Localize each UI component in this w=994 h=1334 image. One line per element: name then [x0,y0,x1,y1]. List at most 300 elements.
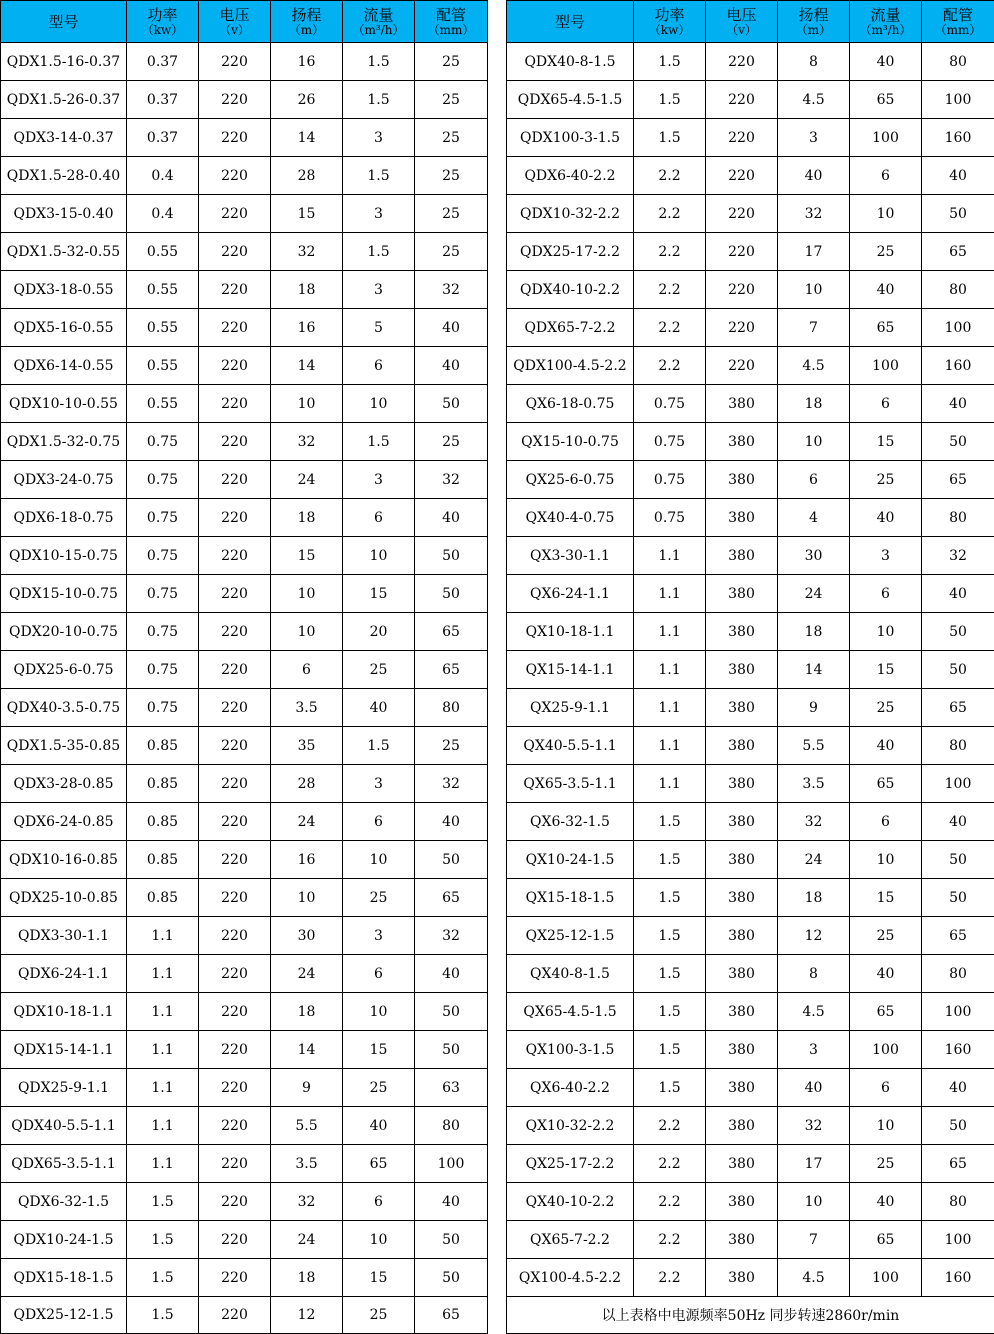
cell-flow: 25 [850,917,922,955]
cell-pipe: 65 [415,613,488,651]
cell-model: QDX5-16-0.55 [1,309,127,347]
cell-voltage: 380 [706,879,778,917]
cell-pipe: 50 [922,613,994,651]
cell-flow: 40 [343,1107,415,1145]
cell-flow: 3 [343,917,415,955]
header-model: 型号 [1,1,127,43]
cell-voltage: 220 [199,955,271,993]
cell-model: QDX20-10-0.75 [1,613,127,651]
cell-voltage: 220 [199,879,271,917]
table-row [1,765,488,803]
cell-voltage: 220 [199,1145,271,1183]
cell-power: 0.55 [127,309,199,347]
cell-flow: 3 [343,765,415,803]
cell-pipe: 32 [415,917,488,955]
cell-pipe: 63 [415,1069,488,1107]
cell-flow: 6 [343,1183,415,1221]
cell-pipe: 80 [922,727,994,765]
header-voltage: 电压 （v） [706,1,778,43]
cell-head: 8 [778,955,850,993]
cell-model: QDX3-14-0.37 [1,119,127,157]
cell-pipe: 100 [415,1145,488,1183]
cell-head: 24 [271,803,343,841]
cell-head: 4.5 [778,1259,850,1297]
table-row [1,841,488,879]
cell-model: QDX15-14-1.1 [1,1031,127,1069]
cell-power: 0.55 [127,271,199,309]
table-row [1,803,488,841]
table-row [507,955,994,993]
cell-flow: 25 [850,461,922,499]
cell-pipe: 32 [415,765,488,803]
table-row [507,879,994,917]
cell-voltage: 220 [199,385,271,423]
cell-flow: 65 [850,1221,922,1259]
cell-flow: 25 [343,651,415,689]
cell-pipe: 65 [922,917,994,955]
cell-power: 1.1 [127,955,199,993]
table-row [1,613,488,651]
cell-model: QDX65-4.5-1.5 [507,81,634,119]
table-row [507,613,994,651]
cell-pipe: 40 [415,309,488,347]
cell-model: QDX10-24-1.5 [1,1221,127,1259]
cell-power: 1.1 [127,1145,199,1183]
cell-model: QDX25-17-2.2 [507,233,634,271]
cell-pipe: 40 [922,575,994,613]
cell-pipe: 65 [922,1145,994,1183]
cell-model: QDX65-3.5-1.1 [1,1145,127,1183]
cell-voltage: 220 [199,119,271,157]
cell-voltage: 220 [199,1183,271,1221]
cell-pipe: 80 [415,689,488,727]
cell-power: 0.75 [127,651,199,689]
cell-voltage: 220 [199,157,271,195]
cell-power: 0.37 [127,119,199,157]
cell-power: 2.2 [634,157,706,195]
cell-flow: 3 [343,119,415,157]
cell-voltage: 220 [199,803,271,841]
cell-pipe: 25 [415,727,488,765]
cell-model: QDX25-12-1.5 [1,1297,127,1334]
table-row [1,689,488,727]
cell-flow: 10 [343,537,415,575]
cell-head: 5.5 [778,727,850,765]
cell-model: QX25-17-2.2 [507,1145,634,1183]
cell-voltage: 380 [706,841,778,879]
cell-head: 24 [271,461,343,499]
cell-head: 30 [778,537,850,575]
cell-head: 14 [271,347,343,385]
cell-power: 1.5 [634,81,706,119]
cell-model: QX3-30-1.1 [507,537,634,575]
cell-pipe: 40 [415,347,488,385]
cell-voltage: 220 [199,1259,271,1297]
cell-pipe: 40 [922,803,994,841]
table-row [1,271,488,309]
cell-model: QDX15-18-1.5 [1,1259,127,1297]
cell-model: QDX15-10-0.75 [1,575,127,613]
cell-voltage: 380 [706,575,778,613]
cell-head: 40 [778,1069,850,1107]
cell-head: 18 [778,613,850,651]
cell-power: 1.1 [634,689,706,727]
footnote-row [507,1297,994,1334]
cell-power: 2.2 [634,1259,706,1297]
cell-head: 3.5 [271,689,343,727]
cell-power: 0.75 [634,423,706,461]
cell-model: QDX40-8-1.5 [507,43,634,81]
cell-power: 1.1 [127,1107,199,1145]
cell-flow: 100 [850,347,922,385]
cell-power: 2.2 [634,347,706,385]
cell-power: 1.5 [634,1069,706,1107]
cell-voltage: 220 [706,81,778,119]
table-row [1,1221,488,1259]
cell-head: 28 [271,157,343,195]
cell-pipe: 25 [415,195,488,233]
cell-pipe: 160 [922,347,994,385]
cell-pipe: 50 [922,1107,994,1145]
table-row [1,1107,488,1145]
cell-model: QDX6-24-0.85 [1,803,127,841]
table-row [1,879,488,917]
table-row [507,233,994,271]
cell-voltage: 220 [706,195,778,233]
cell-model: QX25-6-0.75 [507,461,634,499]
cell-pipe: 80 [922,271,994,309]
cell-model: QDX6-40-2.2 [507,157,634,195]
table-row [507,423,994,461]
cell-flow: 40 [343,689,415,727]
cell-pipe: 40 [415,803,488,841]
cell-model: QDX3-24-0.75 [1,461,127,499]
cell-voltage: 380 [706,689,778,727]
cell-voltage: 380 [706,917,778,955]
cell-flow: 15 [850,879,922,917]
table-row [507,43,994,81]
cell-pipe: 100 [922,993,994,1031]
cell-power: 0.75 [634,461,706,499]
cell-power: 2.2 [634,195,706,233]
cell-power: 0.75 [127,499,199,537]
cell-power: 0.55 [127,385,199,423]
cell-pipe: 50 [922,841,994,879]
table-row [1,575,488,613]
cell-head: 6 [271,651,343,689]
table-row [507,727,994,765]
cell-power: 1.5 [127,1297,199,1334]
table-row [507,347,994,385]
cell-power: 2.2 [634,1183,706,1221]
cell-flow: 3 [850,537,922,575]
cell-flow: 6 [850,575,922,613]
cell-head: 32 [271,1183,343,1221]
cell-model: QDX1.5-32-0.55 [1,233,127,271]
cell-model: QX100-4.5-2.2 [507,1259,634,1297]
cell-model: QX65-4.5-1.5 [507,993,634,1031]
cell-flow: 1.5 [343,727,415,765]
cell-flow: 3 [343,461,415,499]
cell-head: 40 [778,157,850,195]
table-row [1,157,488,195]
table-row [1,537,488,575]
cell-pipe: 50 [415,841,488,879]
cell-pipe: 50 [415,537,488,575]
cell-head: 7 [778,1221,850,1259]
table-row [507,119,994,157]
cell-flow: 6 [850,1069,922,1107]
table-row [507,309,994,347]
cell-head: 4 [778,499,850,537]
table-row [1,1031,488,1069]
cell-model: QDX6-24-1.1 [1,955,127,993]
cell-power: 1.1 [634,575,706,613]
cell-voltage: 220 [199,1297,271,1334]
table-row [1,651,488,689]
cell-power: 1.5 [634,879,706,917]
cell-head: 24 [271,1221,343,1259]
cell-model: QX65-3.5-1.1 [507,765,634,803]
cell-pipe: 80 [922,43,994,81]
cell-voltage: 380 [706,613,778,651]
table-row [507,803,994,841]
table-row [507,1031,994,1069]
cell-model: QDX6-14-0.55 [1,347,127,385]
cell-model: QDX10-18-1.1 [1,993,127,1031]
table-row [1,347,488,385]
cell-head: 15 [271,537,343,575]
cell-flow: 10 [343,385,415,423]
table-row [1,917,488,955]
cell-head: 32 [271,233,343,271]
cell-head: 35 [271,727,343,765]
cell-power: 1.5 [634,917,706,955]
cell-pipe: 50 [415,1221,488,1259]
cell-power: 2.2 [634,233,706,271]
cell-model: QX10-24-1.5 [507,841,634,879]
cell-pipe: 65 [415,879,488,917]
cell-flow: 25 [343,879,415,917]
header-flow: 流量 （m³/h） [850,1,922,43]
table-row [507,537,994,575]
cell-head: 14 [271,1031,343,1069]
cell-flow: 15 [343,1259,415,1297]
right-table-body [507,43,994,1334]
left-table-body [1,43,488,1334]
cell-head: 9 [778,689,850,727]
cell-power: 0.75 [127,423,199,461]
cell-model: QDX10-10-0.55 [1,385,127,423]
cell-power: 1.1 [634,727,706,765]
header-power: 功率 （kw） [127,1,199,43]
table-row [1,385,488,423]
cell-power: 2.2 [634,1145,706,1183]
table-row [1,81,488,119]
cell-flow: 10 [850,613,922,651]
cell-voltage: 380 [706,1183,778,1221]
cell-model: QX40-5.5-1.1 [507,727,634,765]
table-row [1,993,488,1031]
cell-voltage: 380 [706,1221,778,1259]
cell-head: 10 [778,271,850,309]
cell-pipe: 100 [922,81,994,119]
cell-flow: 6 [343,955,415,993]
cell-pipe: 100 [922,765,994,803]
cell-voltage: 380 [706,1031,778,1069]
cell-flow: 25 [343,1297,415,1334]
cell-model: QDX1.5-16-0.37 [1,43,127,81]
cell-pipe: 160 [922,1259,994,1297]
table-row [507,917,994,955]
cell-power: 1.1 [634,765,706,803]
table-row [507,765,994,803]
left-header-row [1,1,488,43]
cell-flow: 100 [850,1259,922,1297]
header-head: 扬程 （m） [778,1,850,43]
cell-head: 3 [778,1031,850,1069]
cell-model: QDX3-28-0.85 [1,765,127,803]
cell-voltage: 220 [199,765,271,803]
cell-voltage: 220 [706,157,778,195]
cell-pipe: 160 [922,119,994,157]
cell-model: QX40-4-0.75 [507,499,634,537]
cell-pipe: 80 [415,1107,488,1145]
cell-flow: 40 [850,1183,922,1221]
cell-flow: 5 [343,309,415,347]
table-row [507,689,994,727]
cell-pipe: 80 [922,955,994,993]
cell-pipe: 25 [415,233,488,271]
table-row [507,841,994,879]
cell-flow: 40 [850,727,922,765]
table-row [507,993,994,1031]
cell-model: QDX3-15-0.40 [1,195,127,233]
cell-flow: 10 [850,841,922,879]
cell-pipe: 160 [922,1031,994,1069]
cell-flow: 6 [850,385,922,423]
cell-head: 32 [778,1107,850,1145]
cell-head: 10 [271,385,343,423]
header-model: 型号 [507,1,634,43]
cell-power: 0.55 [127,347,199,385]
cell-flow: 10 [343,1221,415,1259]
cell-pipe: 25 [415,43,488,81]
cell-head: 5.5 [271,1107,343,1145]
cell-model: QDX6-32-1.5 [1,1183,127,1221]
table-row [1,955,488,993]
cell-head: 10 [778,423,850,461]
cell-model: QDX100-4.5-2.2 [507,347,634,385]
cell-model: QDX100-3-1.5 [507,119,634,157]
table-row [507,157,994,195]
cell-flow: 20 [343,613,415,651]
cell-head: 24 [778,575,850,613]
cell-model: QDX25-9-1.1 [1,1069,127,1107]
cell-pipe: 32 [922,537,994,575]
cell-model: QDX10-15-0.75 [1,537,127,575]
cell-power: 1.5 [634,1031,706,1069]
table-row [507,1221,994,1259]
table-row [1,1145,488,1183]
cell-voltage: 220 [706,233,778,271]
cell-model: QX15-14-1.1 [507,651,634,689]
cell-power: 0.85 [127,765,199,803]
table-row [507,461,994,499]
cell-voltage: 380 [706,765,778,803]
cell-power: 0.75 [127,575,199,613]
right-spec-table [506,0,994,1334]
cell-pipe: 40 [415,499,488,537]
cell-flow: 1.5 [343,81,415,119]
cell-power: 1.1 [127,1069,199,1107]
cell-head: 26 [271,81,343,119]
cell-flow: 40 [850,499,922,537]
cell-voltage: 220 [706,347,778,385]
table-row [1,233,488,271]
cell-voltage: 220 [706,43,778,81]
cell-flow: 40 [850,955,922,993]
cell-power: 0.75 [634,499,706,537]
table-row [1,1069,488,1107]
cell-head: 24 [778,841,850,879]
table-row [1,423,488,461]
cell-flow: 10 [343,993,415,1031]
cell-pipe: 50 [415,993,488,1031]
cell-model: QDX25-10-0.85 [1,879,127,917]
cell-model: QDX10-32-2.2 [507,195,634,233]
header-head: 扬程 （m） [271,1,343,43]
table-row [1,1297,488,1334]
cell-head: 7 [778,309,850,347]
cell-head: 14 [271,119,343,157]
table-row [1,727,488,765]
cell-flow: 1.5 [343,43,415,81]
cell-model: QX15-18-1.5 [507,879,634,917]
cell-voltage: 220 [199,537,271,575]
cell-voltage: 220 [199,461,271,499]
cell-pipe: 65 [415,1297,488,1334]
cell-flow: 65 [850,765,922,803]
cell-power: 1.1 [634,613,706,651]
cell-pipe: 40 [922,1069,994,1107]
cell-model: QX40-10-2.2 [507,1183,634,1221]
cell-model: QDX65-7-2.2 [507,309,634,347]
cell-power: 1.5 [127,1183,199,1221]
cell-voltage: 380 [706,1069,778,1107]
cell-power: 1.1 [127,993,199,1031]
cell-head: 24 [271,955,343,993]
cell-flow: 1.5 [343,233,415,271]
cell-power: 0.85 [127,727,199,765]
cell-voltage: 220 [199,423,271,461]
footnote: 以上表格中电源频率50Hz 同步转速2860r/min [507,1297,994,1334]
cell-model: QX15-10-0.75 [507,423,634,461]
cell-pipe: 40 [922,157,994,195]
cell-voltage: 380 [706,803,778,841]
cell-power: 1.5 [127,1259,199,1297]
header-voltage: 电压 （v） [199,1,271,43]
header-power: 功率 （kw） [634,1,706,43]
cell-flow: 1.5 [343,157,415,195]
cell-flow: 15 [850,423,922,461]
cell-pipe: 50 [415,575,488,613]
table-row [1,309,488,347]
cell-flow: 65 [343,1145,415,1183]
cell-head: 32 [271,423,343,461]
cell-head: 32 [778,803,850,841]
cell-pipe: 40 [415,1183,488,1221]
